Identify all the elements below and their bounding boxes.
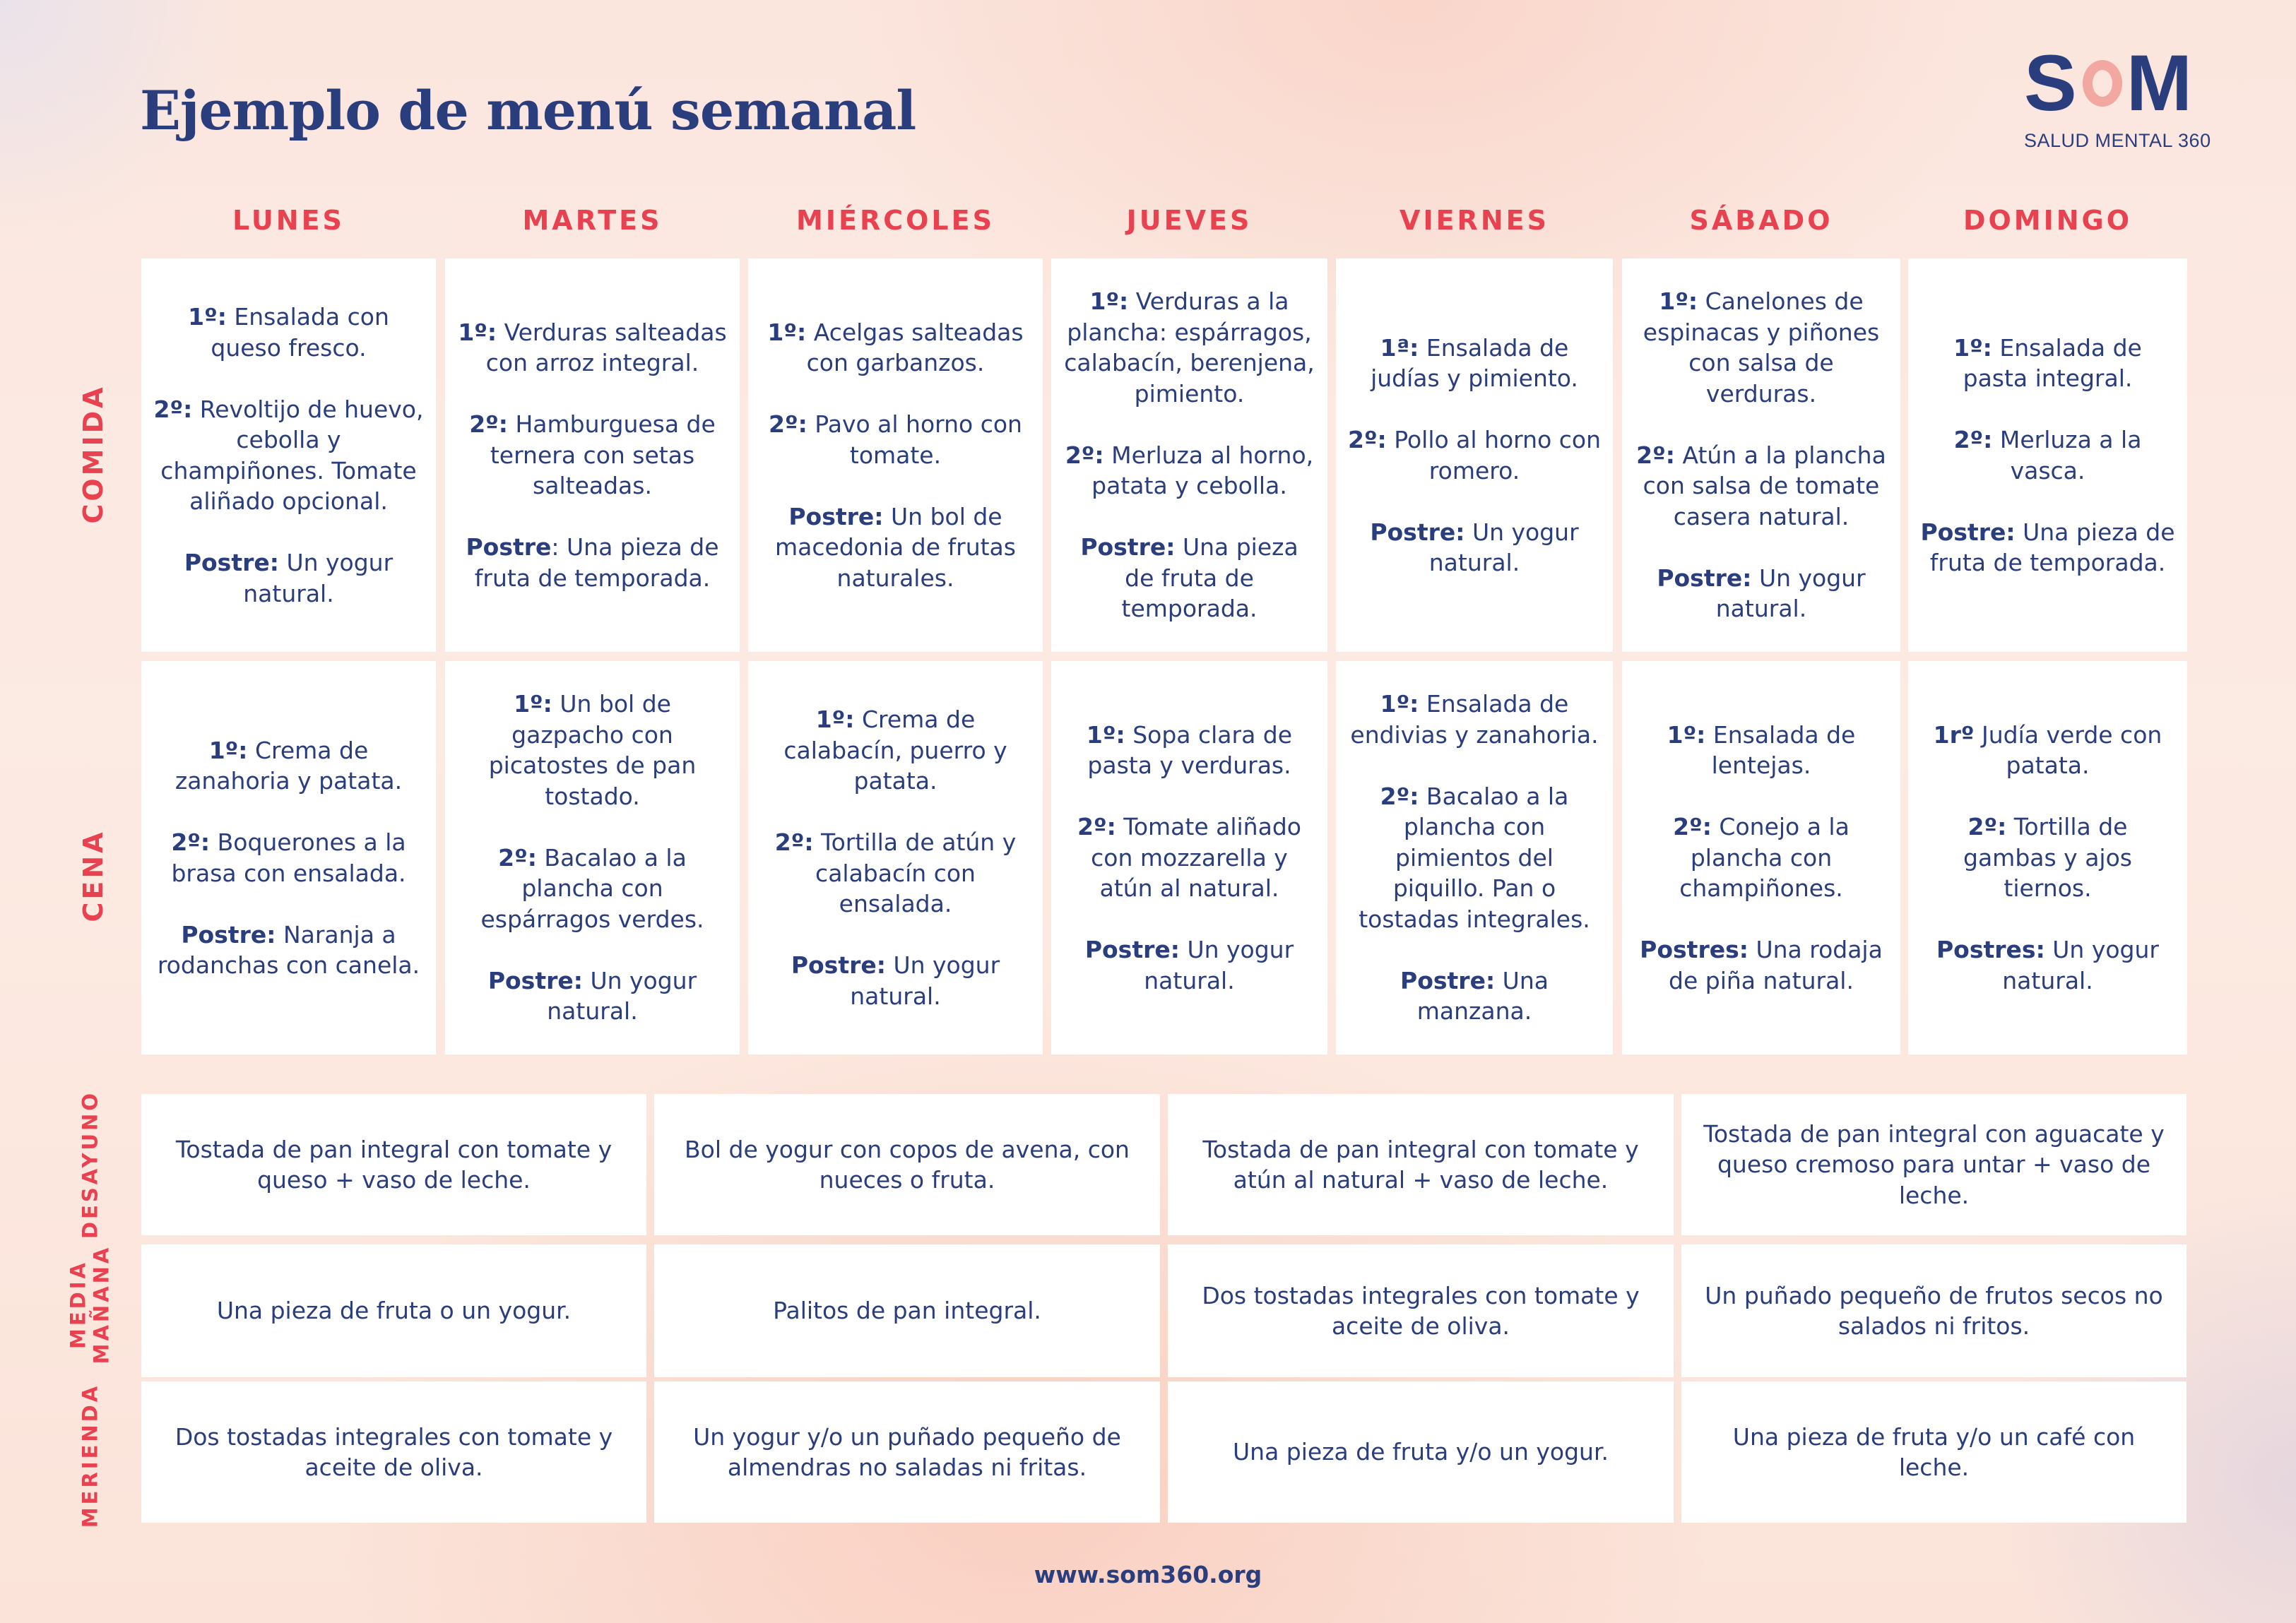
dish-description: Canelones de espinacas y piñones con salsa de verduras. <box>1643 287 1880 408</box>
day-header-martes: MARTES <box>522 205 663 236</box>
cena-cell-domingo <box>1908 661 2187 1054</box>
dish-description: Acelgas salteadas con garbanzos. <box>806 318 1024 377</box>
day-header-lunes: LUNES <box>232 205 345 236</box>
dish-line <box>1919 517 2176 578</box>
dish-description: Pollo al horno con romero. <box>1386 426 1602 484</box>
cell-text <box>445 689 740 1027</box>
dish-description: Boquerones a la brasa con ensalada. <box>171 828 406 887</box>
page-title: Ejemplo de menú semanal <box>140 79 916 142</box>
dish-description: : Una pieza de fruta de temporada. <box>474 533 719 592</box>
cell-text <box>1908 333 2187 578</box>
dish-line <box>759 950 1031 1011</box>
dish-description: Un yogur natural. <box>1715 564 1866 623</box>
dish-line <box>1063 532 1316 624</box>
dish-line <box>1347 965 1602 1027</box>
comida-cell-miercoles <box>748 258 1043 652</box>
dish-line <box>456 689 728 812</box>
dish-course-label: 1º: <box>208 736 248 764</box>
dish-description: Tortilla de atún y calabacín con ensalada. <box>813 828 1017 917</box>
cell-text: Dos tostadas integrales con tomate y aceite de oliva. <box>174 1422 613 1481</box>
dish-course-label: 2º: <box>1077 813 1116 841</box>
dish-description: Atún a la plancha con salsa de tomate casera natural. <box>1643 441 1886 530</box>
dish-line <box>1063 812 1316 904</box>
dish-description: Crema de zanahoria y patata. <box>174 736 403 795</box>
desayuno-cell-2 <box>654 1094 1160 1235</box>
cell-text: Tostada de pan integral con tomate y queso + vaso de leche. <box>175 1135 613 1194</box>
dish-description: Judía verde con patata. <box>1974 720 2162 780</box>
cell-text <box>141 735 436 981</box>
dish-course-label: Postre: <box>791 951 886 979</box>
dish-description: Merluza a la vasca. <box>1992 426 2142 484</box>
dish-course-label: 2º: <box>1065 441 1104 469</box>
dish-line <box>1347 333 1602 394</box>
dish-line <box>153 735 425 797</box>
comida-cell-viernes <box>1336 258 1613 652</box>
row-label-comida: COMIDA <box>78 384 110 524</box>
dish-course-label: 1rº <box>1933 720 1975 749</box>
cell-text: Dos tostadas integrales con tomate y aceite de oliva. <box>1202 1281 1640 1340</box>
dish-course-label: Postres: <box>1936 936 2045 964</box>
dish-course-label: 1º: <box>1089 287 1129 316</box>
cell-text <box>748 317 1043 594</box>
dish-line <box>153 547 425 609</box>
dish-line <box>153 827 425 888</box>
dish-description: Una pieza de fruta de temporada. <box>1929 518 2175 576</box>
dish-line <box>1633 812 1889 904</box>
dish-course-label: Postre: <box>1920 518 2016 546</box>
row-label-cena: CENA <box>78 829 110 922</box>
dish-line <box>759 501 1031 594</box>
dish-description: Tortilla de gambas y ajos tiernos. <box>1963 813 2132 903</box>
logo-letter-m: M <box>2126 39 2194 127</box>
dish-course-label: 1º: <box>458 318 497 346</box>
cell-text: Tostada de pan integral con tomate y atún al natural + vaso de leche. <box>1202 1135 1639 1194</box>
dish-description: Verduras salteadas con arroz integral. <box>485 318 727 377</box>
dish-line <box>1347 424 1602 486</box>
logo-letter-s: S <box>2024 39 2078 127</box>
cell-text: Una pieza de fruta y/o un yogur. <box>1233 1438 1609 1466</box>
dish-line <box>1633 720 1889 781</box>
dish-line <box>1347 781 1602 935</box>
dish-course-label: 2º: <box>1380 782 1419 810</box>
dish-course-label: 1º: <box>1086 720 1125 749</box>
comida-cell-sabado <box>1622 258 1900 652</box>
cena-cell-viernes <box>1336 661 1613 1054</box>
cell-text <box>1622 286 1900 624</box>
comida-cell-martes <box>445 258 740 652</box>
desayuno-cell-4 <box>1681 1094 2186 1235</box>
day-header-miercoles: MIÉRCOLES <box>796 205 995 236</box>
dish-description: Pavo al horno con tomate. <box>807 410 1022 469</box>
dish-description: Una manzana. <box>1416 966 1549 1025</box>
dish-course-label: Postre: <box>184 549 279 576</box>
dish-description: Tomate aliñado con mozzarella y atún al natural. <box>1091 813 1301 903</box>
dish-description: Un bol de gazpacho con picatostes de pan tostado. <box>488 690 697 810</box>
dish-course-label: 1ª: <box>1380 333 1419 362</box>
dish-course-label: Postre: <box>1657 564 1752 592</box>
dish-line <box>1347 517 1602 578</box>
media-manana-cell-4 <box>1681 1244 2186 1377</box>
row-label-manana: MAÑANA <box>90 1244 114 1365</box>
dish-course-label: 1º: <box>1667 720 1706 749</box>
dish-line <box>759 317 1031 379</box>
cena-cell-lunes <box>141 661 436 1054</box>
dish-description: Crema de calabacín, puerro y patata. <box>783 706 1007 795</box>
dish-course-label: Postres: <box>1640 936 1748 964</box>
dish-description: Un bol de macedonia de frutas naturales. <box>775 502 1016 592</box>
dish-description: Ensalada de pasta integral. <box>1963 333 2142 392</box>
day-header-viernes: VIERNES <box>1400 205 1549 236</box>
dish-description: Hamburguesa de ternera con setas salteadas. <box>490 410 716 500</box>
merienda-cell-3 <box>1168 1381 1674 1523</box>
desayuno-cell-1 <box>141 1094 646 1235</box>
dish-description: Un yogur natural. <box>1428 518 1579 576</box>
cell-text <box>1336 689 1613 1027</box>
dish-line <box>1347 689 1602 750</box>
cell-text <box>1622 720 1900 997</box>
dish-description: Un yogur natural. <box>547 966 697 1025</box>
dish-line <box>1919 934 2176 996</box>
dish-line <box>1919 812 2176 904</box>
day-header-sabado: SÁBADO <box>1689 205 1833 236</box>
cell-text <box>1908 720 2187 997</box>
dish-course-label: 2º: <box>1953 426 1993 453</box>
dish-line <box>1633 440 1889 533</box>
dish-course-label: 1º: <box>514 690 552 718</box>
comida-cell-domingo <box>1908 258 2187 652</box>
dish-course-label: Postre: <box>1080 533 1176 561</box>
dish-course-label: 2º: <box>1673 813 1712 841</box>
dish-description: Naranja a rodanchas con canela. <box>157 920 420 979</box>
dish-description: Un yogur natural. <box>2002 936 2159 994</box>
dish-description: Revoltijo de huevo, cebolla y champiñones. Tomate aliñado opcional. <box>160 395 424 515</box>
cena-cell-sabado <box>1622 661 1900 1054</box>
dish-course-label: Postre: <box>1400 966 1496 994</box>
dish-line <box>456 317 728 379</box>
dish-line <box>456 532 728 593</box>
dish-course-label: 1º: <box>767 318 807 346</box>
som-logo <box>2024 39 2211 151</box>
dish-description: Un yogur natural. <box>850 951 1000 1010</box>
dish-course-label: 2º: <box>469 410 508 439</box>
dish-line <box>456 965 728 1027</box>
dish-line <box>153 920 425 981</box>
media-manana-cell-2 <box>654 1244 1160 1377</box>
row-label-media: MEDIA <box>66 1260 90 1349</box>
dish-line <box>1633 286 1889 409</box>
dish-line <box>153 394 425 517</box>
media-manana-cell-1 <box>141 1244 646 1377</box>
row-label-media-manana <box>67 1245 114 1365</box>
dish-line <box>456 843 728 935</box>
row-label-merienda: MERIENDA <box>78 1383 102 1528</box>
cena-cell-jueves <box>1051 661 1327 1054</box>
dish-line <box>759 704 1031 797</box>
dish-course-label: 1º: <box>188 303 227 331</box>
cena-cell-martes <box>445 661 740 1054</box>
dish-line <box>759 409 1031 470</box>
dish-line <box>759 827 1031 920</box>
dish-description: Verduras a la plancha: espárragos, calabacín, berenjena, pimiento. <box>1064 287 1315 408</box>
cell-text: Tostada de pan integral con aguacate y queso cremoso para untar + vaso de leche. <box>1703 1119 2165 1209</box>
comida-cell-lunes <box>141 258 436 652</box>
dish-course-label: Postre <box>466 533 552 561</box>
dish-line <box>153 302 425 363</box>
media-manana-cell-3 <box>1168 1244 1674 1377</box>
cena-cell-miercoles <box>748 661 1043 1054</box>
dish-description: Conejo a la plancha con champiñones. <box>1679 813 1850 903</box>
merienda-cell-2 <box>654 1381 1160 1523</box>
dish-description: Bacalao a la plancha con espárragos verdes. <box>480 843 704 933</box>
logo-wordmark <box>2024 39 2194 127</box>
dish-course-label: 2º: <box>774 828 814 856</box>
cell-text: Un yogur y/o un puñado pequeño de almendras no saladas ni fritas. <box>693 1422 1121 1481</box>
dish-line <box>1063 440 1316 501</box>
dish-line <box>1919 720 2176 781</box>
merienda-cell-4 <box>1681 1381 2186 1523</box>
dish-line <box>1633 934 1889 996</box>
footer-url[interactable]: www.som360.org <box>1034 1561 1262 1588</box>
dish-description: Sopa clara de pasta y verduras. <box>1087 720 1293 780</box>
dish-line <box>1063 720 1316 781</box>
dish-course-label: 1º: <box>815 706 855 733</box>
cell-text: Un puñado pequeño de frutos secos no salados ni fritos. <box>1705 1281 2163 1340</box>
dish-description: Ensalada de endivias y zanahoria. <box>1350 690 1599 749</box>
dish-course-label: Postre: <box>181 920 276 949</box>
dish-description: Una pieza de fruta de temporada. <box>1121 533 1298 623</box>
dish-line <box>456 409 728 501</box>
cell-text <box>445 317 740 594</box>
dish-course-label: 1º: <box>1659 287 1698 316</box>
dish-line <box>1063 286 1316 409</box>
dish-description: Una rodaja de piña natural. <box>1669 936 1883 994</box>
comida-cell-jueves <box>1051 258 1327 652</box>
cell-text <box>1051 720 1327 997</box>
dish-line <box>1063 934 1316 996</box>
cell-text: Una pieza de fruta o un yogur. <box>216 1297 572 1325</box>
dish-course-label: 2º: <box>153 395 193 423</box>
dish-course-label: 2º: <box>498 843 537 872</box>
cell-text <box>1336 333 1613 578</box>
dish-course-label: 2º: <box>1347 426 1387 453</box>
merienda-cell-1 <box>141 1381 646 1523</box>
dish-course-label: 2º: <box>1636 441 1675 469</box>
dish-description: Ensalada con queso fresco. <box>211 303 389 362</box>
dish-line <box>1633 563 1889 624</box>
dish-description: Un yogur natural. <box>243 549 393 607</box>
dish-course-label: 1º: <box>1953 333 1992 362</box>
dish-course-label: 2º: <box>171 828 211 856</box>
cell-text: Palitos de pan integral. <box>773 1297 1041 1325</box>
dish-description: Un yogur natural. <box>1144 936 1294 994</box>
dish-description: Merluza al horno, patata y cebolla. <box>1091 441 1314 500</box>
cell-text: Bol de yogur con copos de avena, con nueces o fruta. <box>685 1135 1130 1194</box>
dish-course-label: Postre: <box>1084 936 1180 964</box>
cell-text <box>141 302 436 609</box>
dish-description: Ensalada de lentejas. <box>1705 720 1856 780</box>
dish-line <box>1919 424 2176 486</box>
row-label-desayuno: DESAYUNO <box>78 1090 102 1239</box>
dish-course-label: Postre: <box>1370 518 1465 546</box>
logo-subtitle: SALUD MENTAL 360 <box>2024 130 2211 151</box>
dish-description: Ensalada de judías y pimiento. <box>1371 333 1578 392</box>
cell-text <box>1051 286 1327 624</box>
dish-course-label: 2º: <box>1967 813 2007 841</box>
cell-text: Una pieza de fruta y/o un café con leche. <box>1732 1422 2136 1481</box>
logo-circle-icon <box>2083 60 2122 107</box>
dish-course-label: Postre: <box>487 966 583 994</box>
cell-text <box>748 704 1043 1011</box>
day-header-domingo: DOMINGO <box>1963 205 2133 236</box>
dish-description: Bacalao a la plancha con pimientos del piquillo. Pan o tostadas integrales. <box>1359 782 1590 933</box>
dish-course-label: 1º: <box>1380 690 1419 718</box>
day-header-jueves: JUEVES <box>1126 205 1253 236</box>
dish-course-label: Postre: <box>788 502 884 530</box>
dish-line <box>1919 333 2176 394</box>
desayuno-cell-3 <box>1168 1094 1674 1235</box>
dish-course-label: 2º: <box>769 410 807 439</box>
